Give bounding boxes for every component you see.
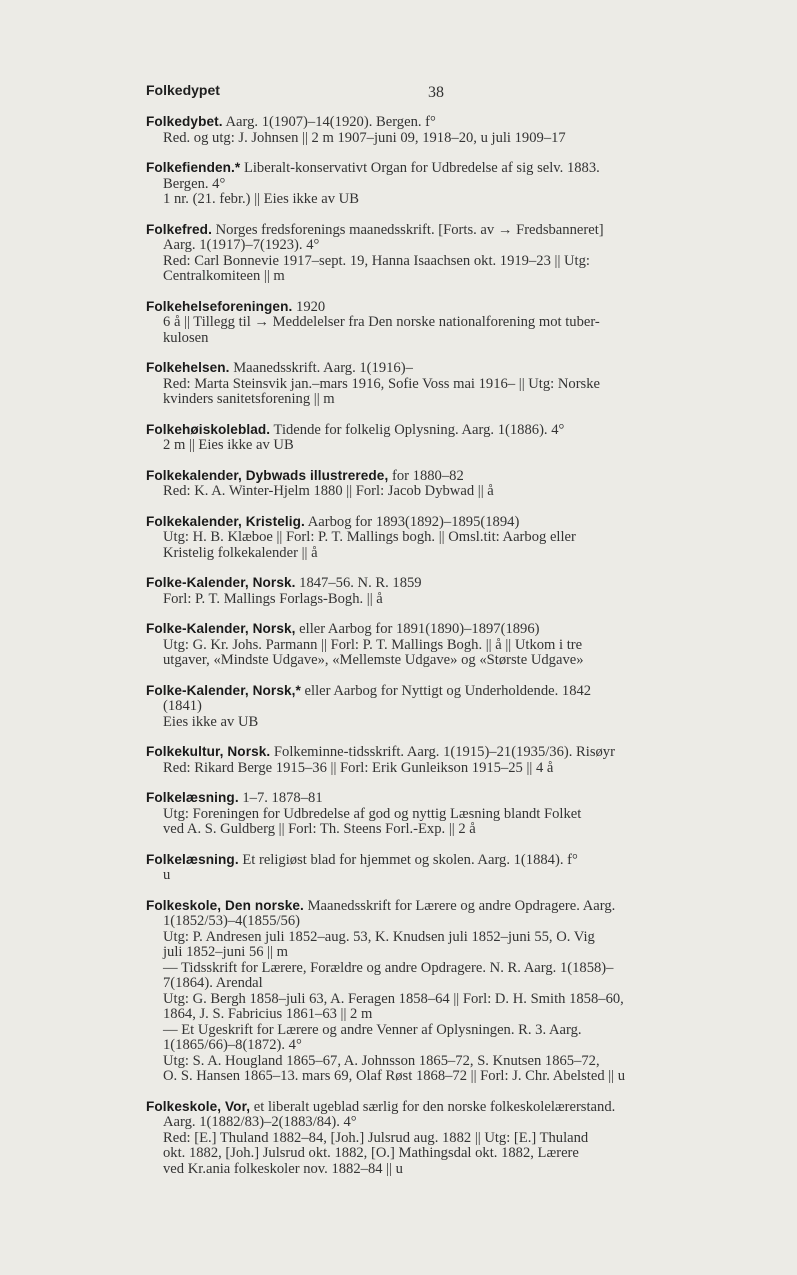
running-head: Folkedypet xyxy=(146,82,220,98)
entry-title-text: eller Aarbog for Nyttigt og Underholdende. 1842 xyxy=(300,682,592,699)
entry-detail-line: Red. og utg: J. Johnsen || 2 m 1907–juni 09, 1918–20, u juli 1909–17 xyxy=(163,129,566,146)
entry-first-line xyxy=(146,621,736,638)
entry-title-text: 1847–56. N. R. 1859 xyxy=(295,575,422,591)
entry-title-text: Liberalt-konservativt Organ for Udbredelse af sig selv. 1883. xyxy=(240,160,600,176)
bibliography-entry xyxy=(146,222,736,285)
entry-first-line xyxy=(146,468,736,485)
entry-detail-line: (1841) xyxy=(163,698,202,714)
bibliography-entry xyxy=(146,575,736,607)
entry-detail-line: 1(1865/66)–8(1872). 4° xyxy=(163,1037,302,1053)
entry-detail-line: ved A. S. Guldberg || Forl: Th. Steens Forl.-Exp. || 2 å xyxy=(163,821,476,837)
entry-detail-line: kvinders sanitetsforening || m xyxy=(163,391,335,407)
entry-first-line xyxy=(146,299,736,316)
entry-title-text: Maanedsskrift for Lærere og andre Opdragere. Aarg. xyxy=(303,897,616,914)
entry-title-text: Maanedsskrift. Aarg. 1(1916)– xyxy=(229,360,413,376)
entry-title-text: Tidende for folkelig Oplysning. Aarg. 1(1886). 4° xyxy=(270,421,565,438)
bibliography-entry xyxy=(146,514,736,562)
entry-headword: Folkelæsning. xyxy=(146,851,239,867)
bibliography-entry xyxy=(146,1099,736,1178)
entry-first-line xyxy=(146,1099,736,1116)
entry-detail-line: 2 m || Eies ikke av UB xyxy=(163,437,294,453)
entry-detail-line: Utg: P. Andresen juli 1852–aug. 53, K. Knudsen juli 1852–juni 55, O. Vig xyxy=(163,928,595,945)
entry-headword: Folkelæsning. xyxy=(146,790,239,805)
entry-first-line xyxy=(146,898,736,915)
entry-headword: Folkekalender, Dybwads illustrerede, xyxy=(146,467,389,483)
entry-headword: Folkefienden.* xyxy=(146,160,241,175)
entry-detail-line: 1864, J. S. Fabricius 1861–63 || 2 m xyxy=(163,1006,373,1022)
entry-detail-line: 1 nr. (21. febr.) || Eies ikke av UB xyxy=(163,191,359,207)
entry-detail-line: Red: K. A. Winter-Hjelm 1880 || Forl: Jacob Dybwad || å xyxy=(163,483,494,499)
entry-detail-line: Kristelig folkekalender || å xyxy=(163,544,318,561)
entry-title-text: Aarg. 1(1907)–14(1920). Bergen. f° xyxy=(222,114,436,130)
entry-detail-line: — Tidsskrift for Lærere, Forældre og andre Opdragere. N. R. Aarg. 1(1858)– xyxy=(163,959,614,976)
entry-detail-line: 7(1864). Arendal xyxy=(163,975,263,991)
entry-headword: Folkedybet. xyxy=(146,114,223,129)
entry-headword: Folkehøiskoleblad. xyxy=(146,421,271,437)
entry-headword: Folke-Kalender, Norsk, xyxy=(146,621,296,636)
entry-detail-line: ved Kr.ania folkeskoler nov. 1882–84 || u xyxy=(163,1160,403,1177)
entry-detail-line: Red: Carl Bonnevie 1917–sept. 19, Hanna Isaachsen okt. 1919–23 || Utg: xyxy=(163,252,590,269)
entry-first-line xyxy=(146,790,736,807)
entry-detail-line: Red: Marta Steinsvik jan.–mars 1916, Sofie Voss mai 1916– || Utg: Norske xyxy=(163,375,601,392)
entry-title-text: for 1880–82 xyxy=(388,467,464,484)
entry-detail-line: 6 å || Tillegg til → Meddelelser fra Den norske nationalforening mot tuber- xyxy=(163,314,600,330)
bibliography-entry xyxy=(146,744,736,776)
page-number: 38 xyxy=(428,84,444,101)
bibliography-entry xyxy=(146,360,736,408)
entry-title-text: Folkeminne-tidsskrift. Aarg. 1(1915)–21(1935/36). Risøyr xyxy=(270,744,615,760)
entry-headword: Folkehelseforeningen. xyxy=(146,298,293,314)
entry-detail-line: 1(1852/53)–4(1855/56) xyxy=(163,913,301,929)
bibliography-entry xyxy=(146,898,736,1085)
entry-detail-line: Bergen. 4° xyxy=(163,175,226,192)
entry-first-line xyxy=(146,422,736,439)
entry-detail-line: O. S. Hansen 1865–13. mars 69, Olaf Røst 1868–72 || Forl: J. Chr. Abelsted || u xyxy=(163,1068,626,1084)
entry-detail-line: Utg: G. Kr. Johs. Parmann || Forl: P. T. Mallings Bogh. || å || Utkom i tre xyxy=(163,636,583,653)
entry-first-line xyxy=(146,575,736,592)
entry-first-line xyxy=(146,852,736,869)
entry-detail-line: utgaver, «Mindste Udgave», «Mellemste Udgave» og «Største Udgave» xyxy=(163,652,584,668)
entry-detail-line: Aarg. 1(1882/83)–2(1883/84). 4° xyxy=(163,1114,357,1130)
bibliography-entry xyxy=(146,114,736,146)
bibliography-entry xyxy=(146,621,736,669)
entry-list xyxy=(146,114,736,1191)
bibliography-entry xyxy=(146,468,736,500)
entry-headword: Folke-Kalender, Norsk,* xyxy=(146,682,301,698)
bibliography-entry xyxy=(146,790,736,838)
entry-headword: Folkefred. xyxy=(146,221,212,237)
entry-detail-line: Red: Rikard Berge 1915–36 || Forl: Erik Gunleikson 1915–25 || 4 å xyxy=(163,759,554,776)
entry-detail-line: Utg: G. Bergh 1858–juli 63, A. Feragen 1858–64 || Forl: D. H. Smith 1858–60, xyxy=(163,990,624,1007)
entry-headword: Folkehelsen. xyxy=(146,360,230,375)
bibliography-entry xyxy=(146,299,736,347)
bibliography-entry xyxy=(146,160,736,208)
entry-detail-line: u xyxy=(163,867,171,883)
entry-first-line xyxy=(146,360,736,377)
entry-title-text: Aarbog for 1893(1892)–1895(1894) xyxy=(304,513,520,530)
entry-detail-line: Eies ikke av UB xyxy=(163,713,259,730)
entry-detail-line: — Et Ugeskrift for Lærere og andre Venner af Oplysningen. R. 3. Aarg. xyxy=(163,1021,582,1038)
entry-detail-line: Utg: Foreningen for Udbredelse af god og nyttig Læsning blandt Folket xyxy=(163,805,582,822)
entry-title-text: et liberalt ugeblad særlig for den norske folkeskolelærerstand. xyxy=(250,1098,616,1115)
entry-detail-line: kulosen xyxy=(163,329,209,346)
entry-detail-line: juli 1852–juni 56 || m xyxy=(163,944,289,960)
entry-title-text: 1920 xyxy=(292,298,326,315)
entry-first-line xyxy=(146,160,736,177)
entry-first-line xyxy=(146,744,736,761)
entry-title-text: Et religiøst blad for hjemmet og skolen. Aarg. 1(1884). f° xyxy=(238,851,578,868)
entry-headword: Folkekalender, Kristelig. xyxy=(146,513,305,529)
bibliography-entry xyxy=(146,852,736,884)
bibliography-entry xyxy=(146,422,736,454)
entry-title-text: eller Aarbog for 1891(1890)–1897(1896) xyxy=(295,621,540,637)
entry-detail-line: Utg: H. B. Klæboe || Forl: P. T. Mallings bogh. || Omsl.tit: Aarbog eller xyxy=(163,529,576,545)
entry-headword: Folke-Kalender, Norsk. xyxy=(146,575,296,590)
entry-headword: Folkeskole, Vor, xyxy=(146,1098,251,1114)
entry-first-line xyxy=(146,683,736,700)
entry-detail-line: Utg: S. A. Hougland 1865–67, A. Johnsson 1865–72, S. Knutsen 1865–72, xyxy=(163,1052,600,1069)
entry-detail-line: Aarg. 1(1917)–7(1923). 4° xyxy=(163,237,320,253)
entry-detail-line: Red: [E.] Thuland 1882–84, [Joh.] Julsrud aug. 1882 || Utg: [E.] Thuland xyxy=(163,1129,589,1146)
entry-detail-line: Forl: P. T. Mallings Forlags-Bogh. || å xyxy=(163,590,383,607)
entry-headword: Folkekultur, Norsk. xyxy=(146,744,271,759)
entry-detail-line: Centralkomiteen || m xyxy=(163,268,285,284)
entry-title-text: 1–7. 1878–81 xyxy=(238,790,323,806)
entry-headword: Folkeskole, Den norske. xyxy=(146,897,304,913)
entry-first-line xyxy=(146,222,736,239)
entry-first-line xyxy=(146,114,736,131)
entry-detail-line: okt. 1882, [Joh.] Julsrud okt. 1882, [O.] Mathingsdal okt. 1882, Lærere xyxy=(163,1145,579,1161)
entry-first-line xyxy=(146,514,736,531)
entry-title-text: Norges fredsforenings maanedsskrift. [Forts. av → Fredsbanneret] xyxy=(211,221,604,238)
bibliography-entry xyxy=(146,683,736,731)
page-header xyxy=(146,82,726,102)
